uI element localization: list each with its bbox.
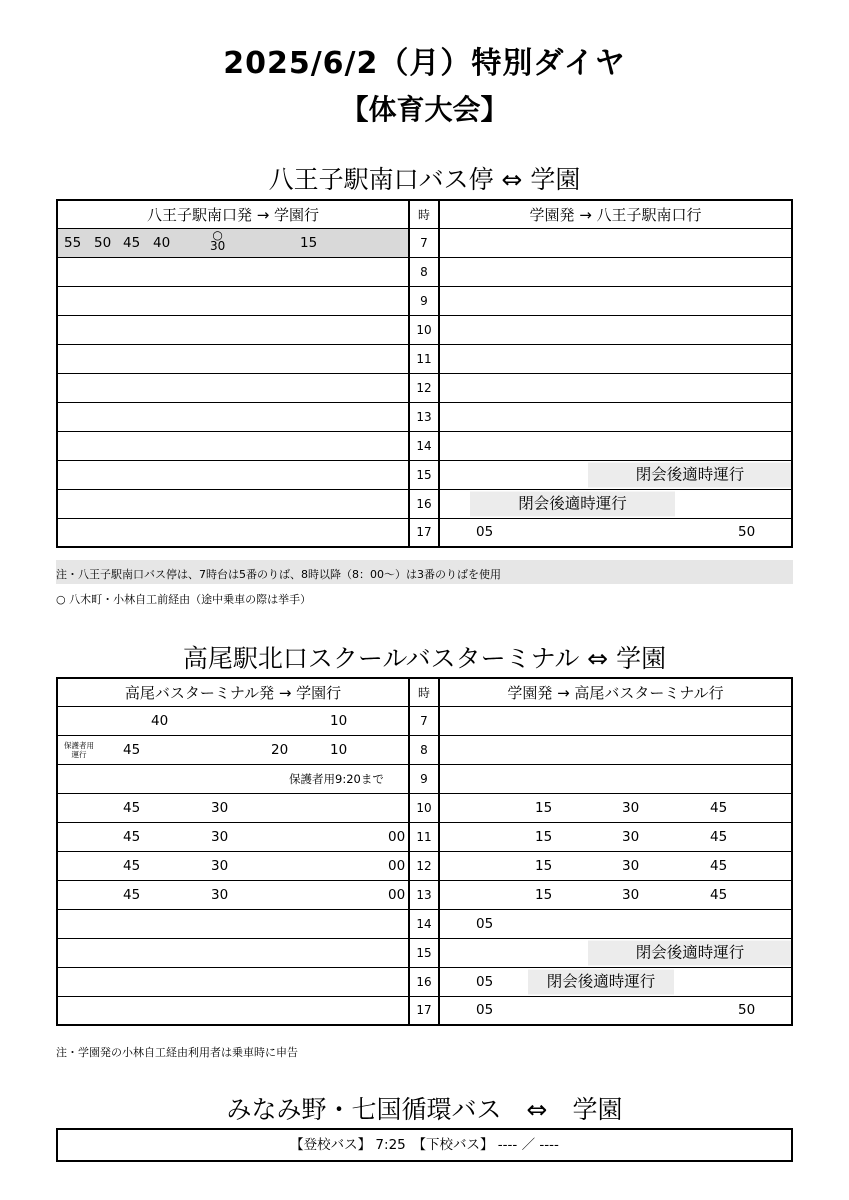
s2-row-11-right xyxy=(439,822,792,851)
s2-row-right xyxy=(439,764,792,793)
s2-row-left xyxy=(57,996,409,1025)
s1-h7-time: 30 xyxy=(210,238,226,253)
s2-hour: 17 xyxy=(409,996,439,1025)
s2-time: 40 xyxy=(151,712,169,729)
s2-time: 15 xyxy=(535,799,553,816)
s2-row-12-left xyxy=(57,851,409,880)
s2-time: 45 xyxy=(123,886,141,903)
s2-row-10-right xyxy=(439,793,792,822)
s2-time: 45 xyxy=(123,857,141,874)
s1-row-right xyxy=(439,257,792,286)
s1-row-left xyxy=(57,431,409,460)
s1-row-right xyxy=(439,402,792,431)
s2-row-left xyxy=(57,909,409,938)
s1-closing-note: 閉会後適時運行 xyxy=(588,462,792,487)
s2-time: 15 xyxy=(535,886,553,903)
s2-row-9-left xyxy=(57,764,409,793)
s2-time: 15 xyxy=(535,857,553,874)
s2-row-11-left xyxy=(57,822,409,851)
s2-time: 05 xyxy=(476,1002,494,1019)
page-subtitle: 【体育大会】 xyxy=(340,93,509,126)
s2-time: 30 xyxy=(211,886,229,903)
section1-title: 八王子駅南口バス停 ⇔ 学園 xyxy=(268,165,581,194)
s2-row-right xyxy=(439,735,792,764)
s1-row-17-right xyxy=(439,518,792,547)
s2-row-16-right xyxy=(439,967,792,996)
page-title: 2025/6/2（月）特別ダイヤ xyxy=(223,46,626,81)
s2-row-left xyxy=(57,967,409,996)
s1-hour: 10 xyxy=(409,315,439,344)
s2-row-10-left xyxy=(57,793,409,822)
s2-note: 注・学園発の小林自工経由利用者は乗車時に申告 xyxy=(56,1046,298,1059)
s2-time: 45 xyxy=(123,799,141,816)
s2-time: 00 xyxy=(388,828,406,845)
s2-time: 20 xyxy=(271,741,289,758)
s1-row-16-right xyxy=(439,489,792,518)
s1-hour: 7 xyxy=(409,228,439,257)
s1-hour-header: 時 xyxy=(409,200,439,228)
s2-time: 45 xyxy=(123,741,141,758)
section2-timetable xyxy=(56,677,793,1026)
s2-time: 30 xyxy=(622,886,640,903)
s2-time: 30 xyxy=(211,799,229,816)
s1-row-left xyxy=(57,402,409,431)
s2-hour-header: 時 xyxy=(409,678,439,706)
s2-row-8-left xyxy=(57,735,409,764)
s1-hour: 15 xyxy=(409,460,439,489)
s1-note: ○ 八木町・小林自工前経由（途中乗車の際は挙手） xyxy=(56,593,312,606)
s1-note: 注・八王子駅南口バス停は、7時台は5番のりば、8時以降（8：00～）は3番のりばを使用 xyxy=(56,568,501,581)
s1-hour: 12 xyxy=(409,373,439,402)
s1-row-7-left xyxy=(57,228,409,257)
s2-parent-label-line: 運行 xyxy=(71,749,87,759)
s2-time: 45 xyxy=(710,886,728,903)
s2-hour: 9 xyxy=(409,764,439,793)
s1-row-left xyxy=(57,286,409,315)
s1-row-left xyxy=(57,315,409,344)
s1-hour: 14 xyxy=(409,431,439,460)
s2-time: 30 xyxy=(211,857,229,874)
circle-mark: ○ xyxy=(212,228,223,242)
section2-title: 高尾駅北口スクールバスターミナル ⇔ 学園 xyxy=(182,644,667,673)
s1-h17-time: 50 xyxy=(738,524,756,541)
s1-h7-time: 45 xyxy=(123,234,141,251)
s2-parent-label-line: 保護者用 xyxy=(64,740,94,750)
s2-time: 00 xyxy=(388,886,406,903)
s1-row-right xyxy=(439,286,792,315)
s2-time: 50 xyxy=(738,1002,756,1019)
s2-row-7-left xyxy=(57,706,409,735)
s2-time: 45 xyxy=(710,828,728,845)
s2-time: 15 xyxy=(535,828,553,845)
s1-row-left xyxy=(57,489,409,518)
s2-time: 10 xyxy=(330,741,348,758)
s1-row-left xyxy=(57,344,409,373)
s2-time: 45 xyxy=(710,799,728,816)
s1-hour: 16 xyxy=(409,489,439,518)
s1-h7-time: 15 xyxy=(300,234,318,251)
s2-closing-note: 閉会後適時運行 xyxy=(528,969,674,994)
s2-parent-label xyxy=(64,741,94,759)
s2-closing-note: 閉会後適時運行 xyxy=(588,940,792,965)
s1-h7-time: 55 xyxy=(64,234,82,251)
s2-time: 05 xyxy=(476,973,494,990)
s2-hour: 10 xyxy=(409,793,439,822)
s2-time: 45 xyxy=(123,828,141,845)
s1-h7-time: 50 xyxy=(94,234,112,251)
s2-hour: 15 xyxy=(409,938,439,967)
s2-time: 30 xyxy=(622,857,640,874)
s1-right-header: 学園発 → 八王子駅南口行 xyxy=(439,200,792,228)
s2-time: 30 xyxy=(622,799,640,816)
section3-title: みなみ野・七国循環バス ⇔ 学園 xyxy=(226,1095,623,1124)
s2-row-15-right xyxy=(439,938,792,967)
s2-time: 30 xyxy=(211,828,229,845)
s1-h7-via-time xyxy=(210,230,225,252)
s2-hour: 13 xyxy=(409,880,439,909)
s2-row-left xyxy=(57,938,409,967)
s1-row-7-right xyxy=(439,228,792,257)
s2-row-right xyxy=(439,706,792,735)
s1-row-15-right xyxy=(439,460,792,489)
s2-time: 00 xyxy=(388,857,406,874)
section1-timetable xyxy=(56,199,793,548)
s2-right-header: 学園発 → 高尾バスターミナル行 xyxy=(439,678,792,706)
s1-row-left xyxy=(57,257,409,286)
s1-closing-note: 閉会後適時運行 xyxy=(470,491,675,516)
s2-row-14-right xyxy=(439,909,792,938)
s1-hour: 8 xyxy=(409,257,439,286)
s1-row-left xyxy=(57,373,409,402)
s2-hour: 7 xyxy=(409,706,439,735)
s2-left-header: 高尾バスターミナル発 → 学園行 xyxy=(57,678,409,706)
s2-time: 10 xyxy=(330,712,348,729)
s1-hour: 13 xyxy=(409,402,439,431)
s1-left-header: 八王子駅南口発 → 学園行 xyxy=(57,200,409,228)
s2-row-17-right xyxy=(439,996,792,1025)
s1-row-right xyxy=(439,344,792,373)
s1-hour: 17 xyxy=(409,518,439,547)
s2-time: 30 xyxy=(622,828,640,845)
s2-hour: 16 xyxy=(409,967,439,996)
s1-row-left xyxy=(57,518,409,547)
loop-bus-info: 【登校バス】 7:25 【下校バス】 ---- ／ ---- xyxy=(56,1128,793,1162)
s1-row-right xyxy=(439,373,792,402)
s2-hour: 12 xyxy=(409,851,439,880)
s2-time: 45 xyxy=(710,857,728,874)
s2-time: 05 xyxy=(476,915,494,932)
s1-h17-time: 05 xyxy=(476,524,494,541)
s1-row-left xyxy=(57,460,409,489)
s2-parent-note: 保護者用9:20まで xyxy=(289,771,384,786)
s2-hour: 8 xyxy=(409,735,439,764)
s2-row-13-left xyxy=(57,880,409,909)
s1-row-right xyxy=(439,431,792,460)
s1-hour: 9 xyxy=(409,286,439,315)
s2-row-13-right xyxy=(439,880,792,909)
s1-h7-time: 40 xyxy=(153,234,171,251)
s1-hour: 11 xyxy=(409,344,439,373)
s2-hour: 11 xyxy=(409,822,439,851)
s2-row-12-right xyxy=(439,851,792,880)
s2-hour: 14 xyxy=(409,909,439,938)
s1-row-right xyxy=(439,315,792,344)
